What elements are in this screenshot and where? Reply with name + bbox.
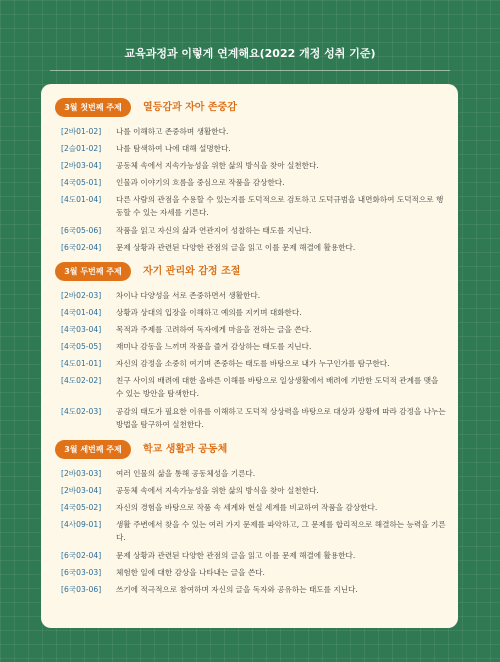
standard-code: [6국02-04] [61,243,102,252]
standard-code: [4도01-04] [61,195,102,204]
standard-text: 친구 사이의 배려에 대한 올바른 이해를 바탕으로 일상생활에서 배려에 기반한 도덕적 관계를 맺을 수 있는 방안을 탐색한다. [116,376,439,398]
standard-text: 공동체 속에서 지속가능성을 위한 삶의 방식을 찾아 실천한다. [116,161,319,170]
standard-code: [2바01-02] [61,127,102,136]
standard-code: [4국05-02] [61,503,102,512]
standard-text: 나를 탐색하여 나에 대해 설명한다. [116,144,231,153]
standard-text: 재미나 감동을 느끼며 작품을 즐겨 감상하는 태도를 지닌다. [116,342,312,351]
section-title: 자기 관리와 감정 조절 [143,266,241,277]
standard-code: [4국05-05] [61,342,102,351]
standard-text: 체험한 일에 대한 감상을 나타내는 글을 쓴다. [116,568,265,577]
standard-code: [4국03-04] [61,325,102,334]
section-badge: 3월 세번째 주제 [55,440,131,459]
standard-code: [2바02-03] [61,291,102,300]
standard-code: [4사09-01] [61,520,102,529]
standard-code: [2슬01-02] [61,144,102,153]
standard-code: [2바03-04] [61,161,102,170]
standard-code: [6국03-06] [61,585,102,594]
standard-text: 작품을 읽고 자신의 삶과 연관지어 성찰하는 태도를 지닌다. [116,226,312,235]
standard-text: 공동체 속에서 지속가능성을 위한 삶의 방식을 찾아 실천한다. [116,486,319,495]
standard-text: 문제 상황과 관련된 다양한 관점의 글을 읽고 이를 문제 해결에 활용한다. [116,243,356,252]
standard-code: [4도01-01] [61,359,102,368]
standard-code: [2바03-04] [61,486,102,495]
section-badge: 3월 첫번째 주제 [55,98,131,117]
standard-code: [6국02-04] [61,551,102,560]
standard-text: 상황과 상대의 입장을 이해하고 예의를 지키며 대화한다. [116,308,302,317]
standard-text: 공감의 태도가 필요한 이유를 이해하고 도덕적 상상력을 바탕으로 대상과 상황에 따라 감정을 나누는 방법을 탐구하여 실천한다. [116,407,446,429]
standard-code: [4도02-03] [61,407,102,416]
standard-text: 차이나 다양성을 서로 존중하면서 생활한다. [116,291,261,300]
standard-code: [6국05-06] [61,226,102,235]
section-badge: 3월 두번째 주제 [55,262,131,281]
standard-code: [2바03-03] [61,469,102,478]
standard-text: 문제 상황과 관련된 다양한 관점의 글을 읽고 이를 문제 해결에 활용한다. [116,551,356,560]
curriculum-card [41,84,458,628]
standard-text: 자신의 경험을 바탕으로 작품 속 세계와 현실 세계를 비교하여 작품을 감상한다. [116,503,378,512]
standard-code: [6국03-03] [61,568,102,577]
section-title: 열등감과 자아 존중감 [143,102,237,113]
page-title: 교육과정과 이렇게 연계해요(2022 개정 성취 기준) [124,47,376,60]
standard-code: [4국05-01] [61,178,102,187]
standard-text: 목적과 주제를 고려하여 독자에게 마음을 전하는 글을 쓴다. [116,325,312,334]
standard-text: 자신의 감정을 소중히 여기며 존중하는 태도를 바탕으로 내가 누구인가를 탐구한다. [116,359,390,368]
standard-text: 쓰기에 적극적으로 참여하며 자신의 글을 독자와 공유하는 태도를 지닌다. [116,585,358,594]
standard-text: 나를 이해하고 존중하며 생활한다. [116,127,229,136]
standard-code: [4국01-04] [61,308,102,317]
standard-text: 다른 사람의 관점을 수용할 수 있는지를 도덕적으로 검토하고 도덕규범을 내면화하여 도덕적으로 행동할 수 있는 자세를 기른다. [116,195,444,217]
section-title: 학교 생활과 공동체 [143,444,228,455]
title-divider [50,70,450,71]
standard-text: 인물과 이야기의 흐름을 중심으로 작품을 감상한다. [116,178,285,187]
standard-code: [4도02-02] [61,376,102,385]
standard-text: 여러 인물의 삶을 통해 공동체성을 기른다. [116,469,256,478]
standard-text: 생활 주변에서 찾을 수 있는 여러 가지 문제를 파악하고, 그 문제를 합리적으로 해결하는 능력을 기른다. [116,520,446,542]
